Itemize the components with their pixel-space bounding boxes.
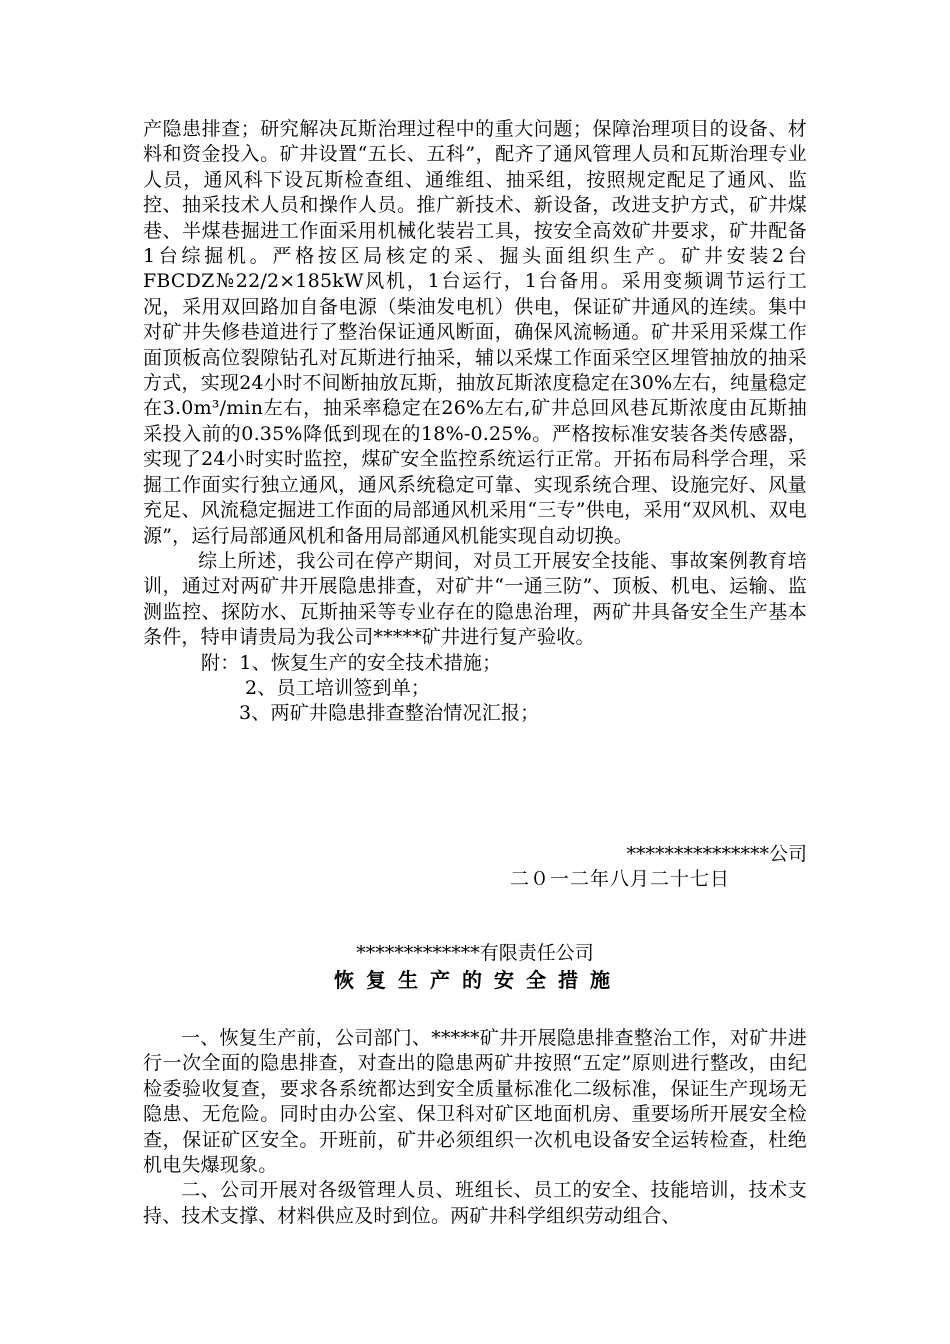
- section-one-body: [143, 117, 807, 727]
- summary-paragraph: 综上所述，我公司在停产期间，对员工开展安全技能、事故案例教育培训，通过对两矿井开展隐患排查，对矿井“一通三防”、顶板、机电、运输、监测监控、探防水、瓦斯抽采等专业存在的隐患治理，两矿井具备安全生产基本条件，特申请贵局为我公司*****矿井进行复产验收。: [143, 549, 807, 649]
- document-company-name: *************有限责任公司: [356, 942, 594, 964]
- signature-company: ***************公司: [626, 843, 807, 865]
- signature-date: 二０一二年八月二十七日: [510, 868, 731, 890]
- attachment-line-1: 附：1、恢复生产的安全技术措施；: [201, 651, 502, 674]
- measure-paragraph-1: 一、恢复生产前，公司部门、*****矿井开展隐患排查整治工作，对矿井进行一次全面的隐患排查，对查出的隐患两矿井按照“五定”原则进行整改，由纪检委验收复查，要求各系统都达到安全质量标准化二级标准，保证生产现场无隐患、无危险。同时由办公室、保卫科对矿区地面机房、重要场所开展安全检查，保证矿区安全。开班前，矿井必须组织一次机电设备安全运转检查，杜绝机电失爆现象。: [143, 1027, 807, 1177]
- section-two-body: [143, 1026, 807, 1229]
- continued-paragraph: 产隐患排查；研究解决瓦斯治理过程中的重大问题；保障治理项目的设备、材料和资金投入。矿井设置“五长、五科”，配齐了通风管理人员和瓦斯治理专业人员，通风科下设瓦斯检查组、通维组、抽采组，按照规定配足了通风、监控、抽采技术人员和操作人员。推广新技术、新设备，改进支护方式，矿井煤巷、半煤巷掘进工作面采用机械化装岩工具，按安全高效矿井要求，矿井配备1台综掘机。严格按区局核定的采、掘头面组织生产。矿井安装2台FBCDZ№22/2×185kW风机，1台运行，1台备用。采用变频调节运行工况，采用双回路加自备电源（柴油发电机）供电，保证矿井通风的连续。集中对矿井失修巷道进行了整治保证通风断面，确保风流畅通。矿井采用采煤工作面顶板高位裂隙钻孔对瓦斯进行抽采，辅以采煤工作面采空区埋管抽放的抽采方式，实现24小时不间断抽放瓦斯，抽放瓦斯浓度稳定在30%左右，纯量稳定在3.0m³/min左右，抽采率稳定在26%左右,矿井总回风巷瓦斯浓度由瓦斯抽采投入前的0.35%降低到现在的18%-0.25%。严格按标准安装各类传感器，实现了24小时实时监控，煤矿安全监控系统运行正常。开拓布局科学合理，采掘工作面实行独立通风，通风系统稳定可靠、实现系统合理、设施完好、风量充足、风流稳定掘进工作面的局部通风机采用“三专”供电，采用“双风机、双电源”，运行局部通风机和备用局部通风机能实现自动切换。: [143, 118, 807, 547]
- document-title: 恢复生产的安全措施: [334, 968, 622, 992]
- attachment-line-3: 3、两矿井隐患排查整治情况汇报；: [239, 702, 540, 725]
- measure-paragraph-2: 二、公司开展对各级管理人员、班组长、员工的安全、技能培训，技术支持、技术支撑、材料供应及时到位。两矿井科学组织劳动组合、: [143, 1179, 807, 1227]
- attachment-line-2: 2、员工培训签到单；: [245, 676, 431, 699]
